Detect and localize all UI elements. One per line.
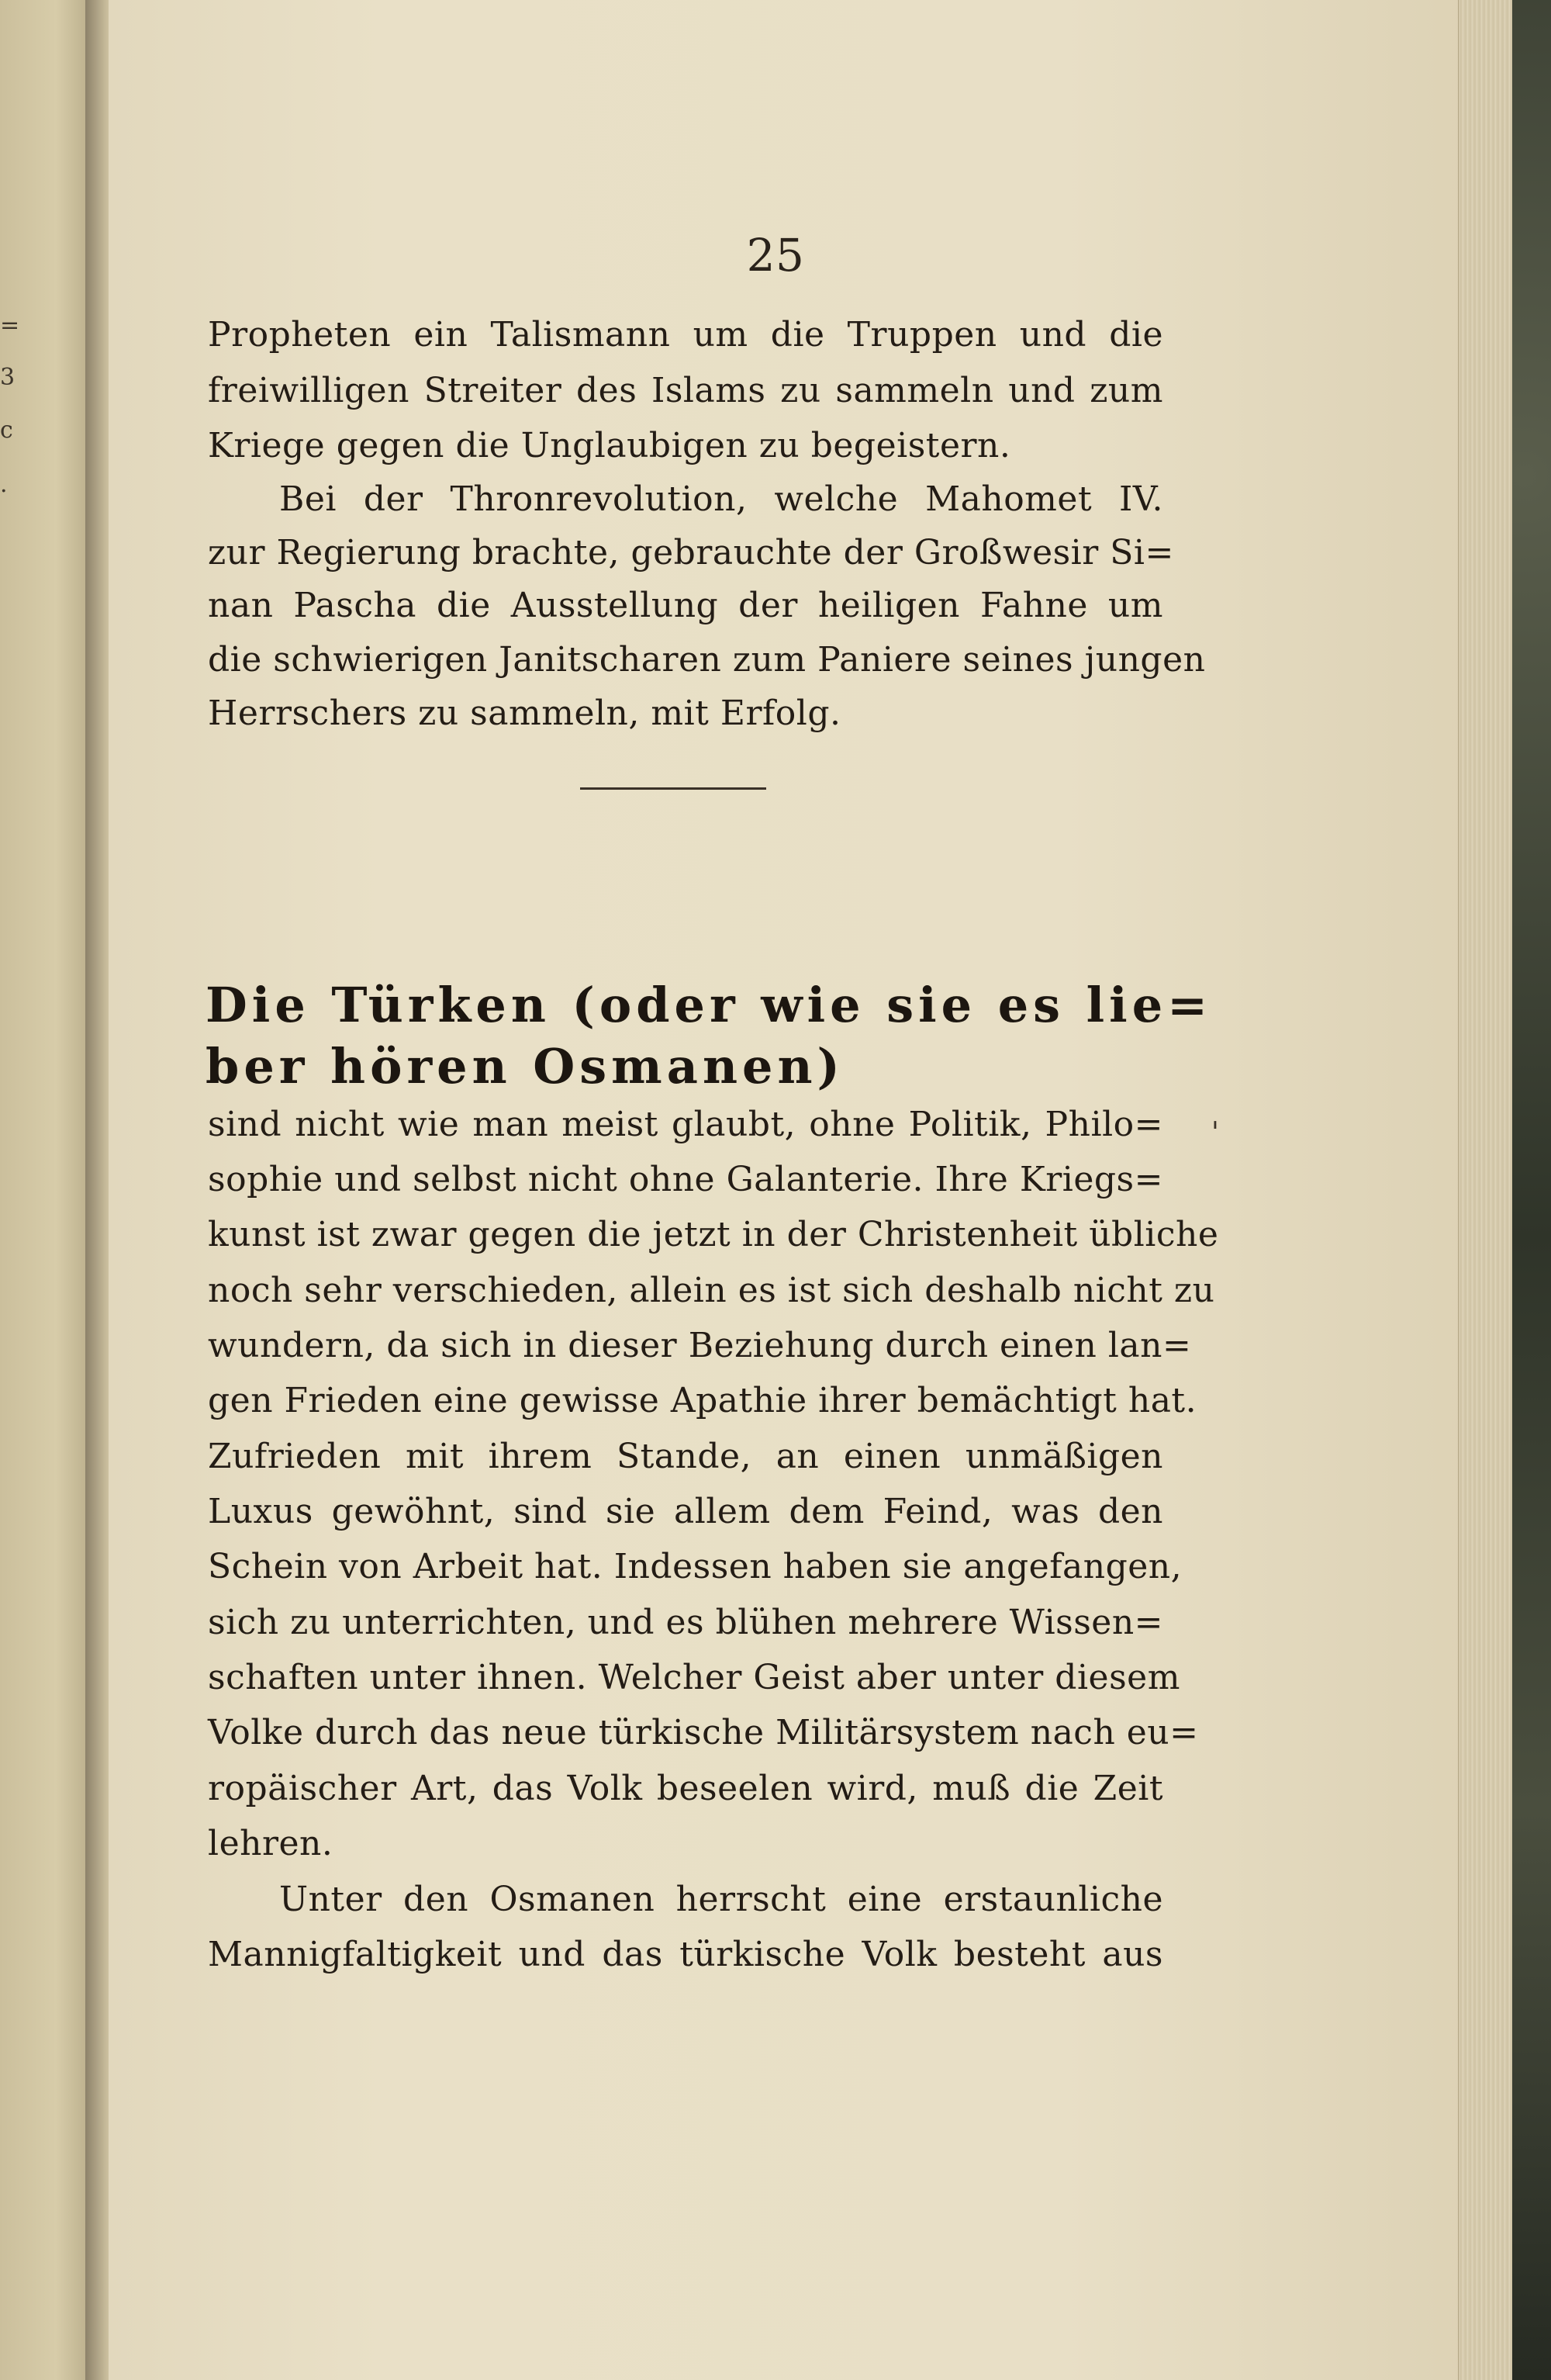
page-edges [1458,0,1513,2380]
facing-page-char: 3 [0,364,16,391]
text-line: lehren. [208,1824,333,1863]
text-line: zur Regierung brachte, gebrauchte der Großwesir Si= [208,533,1174,573]
page-number: 25 [746,229,805,282]
text-line: kunst ist zwar gegen die jetzt in der Christenheit übliche [208,1215,1219,1254]
section-heading: ber hören Osmanen) [206,1038,845,1095]
facing-page-char: = [0,312,20,339]
text-line: noch sehr verschieden, allein es ist sich deshalb nicht zu [208,1271,1215,1310]
text-line: Schein von Arbeit hat. Indessen haben sie angefangen, [208,1547,1183,1586]
text-line: Herrschers zu sammeln, mit Erfolg. [208,694,841,733]
text-line: sind nicht wie man meist glaubt, ohne Politik, Philo= [208,1105,1163,1144]
section-divider [580,787,766,790]
text-line: Kriege gegen die Unglaubigen zu begeistern. [208,426,1011,465]
margin-mark: ' [1211,1117,1220,1149]
facing-page-char: c [0,417,13,444]
section-heading: Die Türken (oder wie sie es lie= [206,977,1213,1033]
text-line: wundern, da sich in dieser Beziehung durch einen lan= [208,1326,1192,1365]
text-line: gen Frieden eine gewisse Apathie ihrer bemächtigt hat. [208,1381,1197,1420]
facing-page-char: . [0,471,8,498]
text-line: Volke durch das neue türkische Militärsystem nach eu= [208,1713,1199,1752]
text-line: freiwilligen Streiter des Islams zu sammeln und zum [208,371,1163,410]
text-line: sich zu unterrichten, und es blühen mehrere Wissen= [208,1603,1164,1642]
text-line: sophie und selbst nicht ohne Galanterie. Ihre Kriegs= [208,1160,1163,1199]
book-cover [1512,0,1551,2380]
text-line: Luxus gewöhnt, sind sie allem dem Feind, was den [208,1492,1163,1531]
text-line: Propheten ein Talismann um die Truppen und die [208,315,1163,355]
text-line: ropäischer Art, das Volk beseelen wird, muß die Zeit [208,1769,1163,1808]
text-line: Unter den Osmanen herrscht eine erstaunliche [279,1880,1163,1919]
text-line: Bei der Thronrevolution, welche Mahomet IV. [279,479,1163,519]
text-line: schaften unter ihnen. Welcher Geist aber unter diesem [208,1658,1180,1697]
text-line: Mannigfaltigkeit und das türkische Volk besteht aus [208,1935,1163,1974]
text-line: nan Pascha die Ausstellung der heiligen Fahne um [208,586,1163,625]
text-line: die schwierigen Janitscharen zum Paniere seines jungen [208,640,1206,680]
facing-page-edge [0,0,93,2380]
text-line: Zufrieden mit ihrem Stande, an einen unmäßigen [208,1437,1163,1476]
